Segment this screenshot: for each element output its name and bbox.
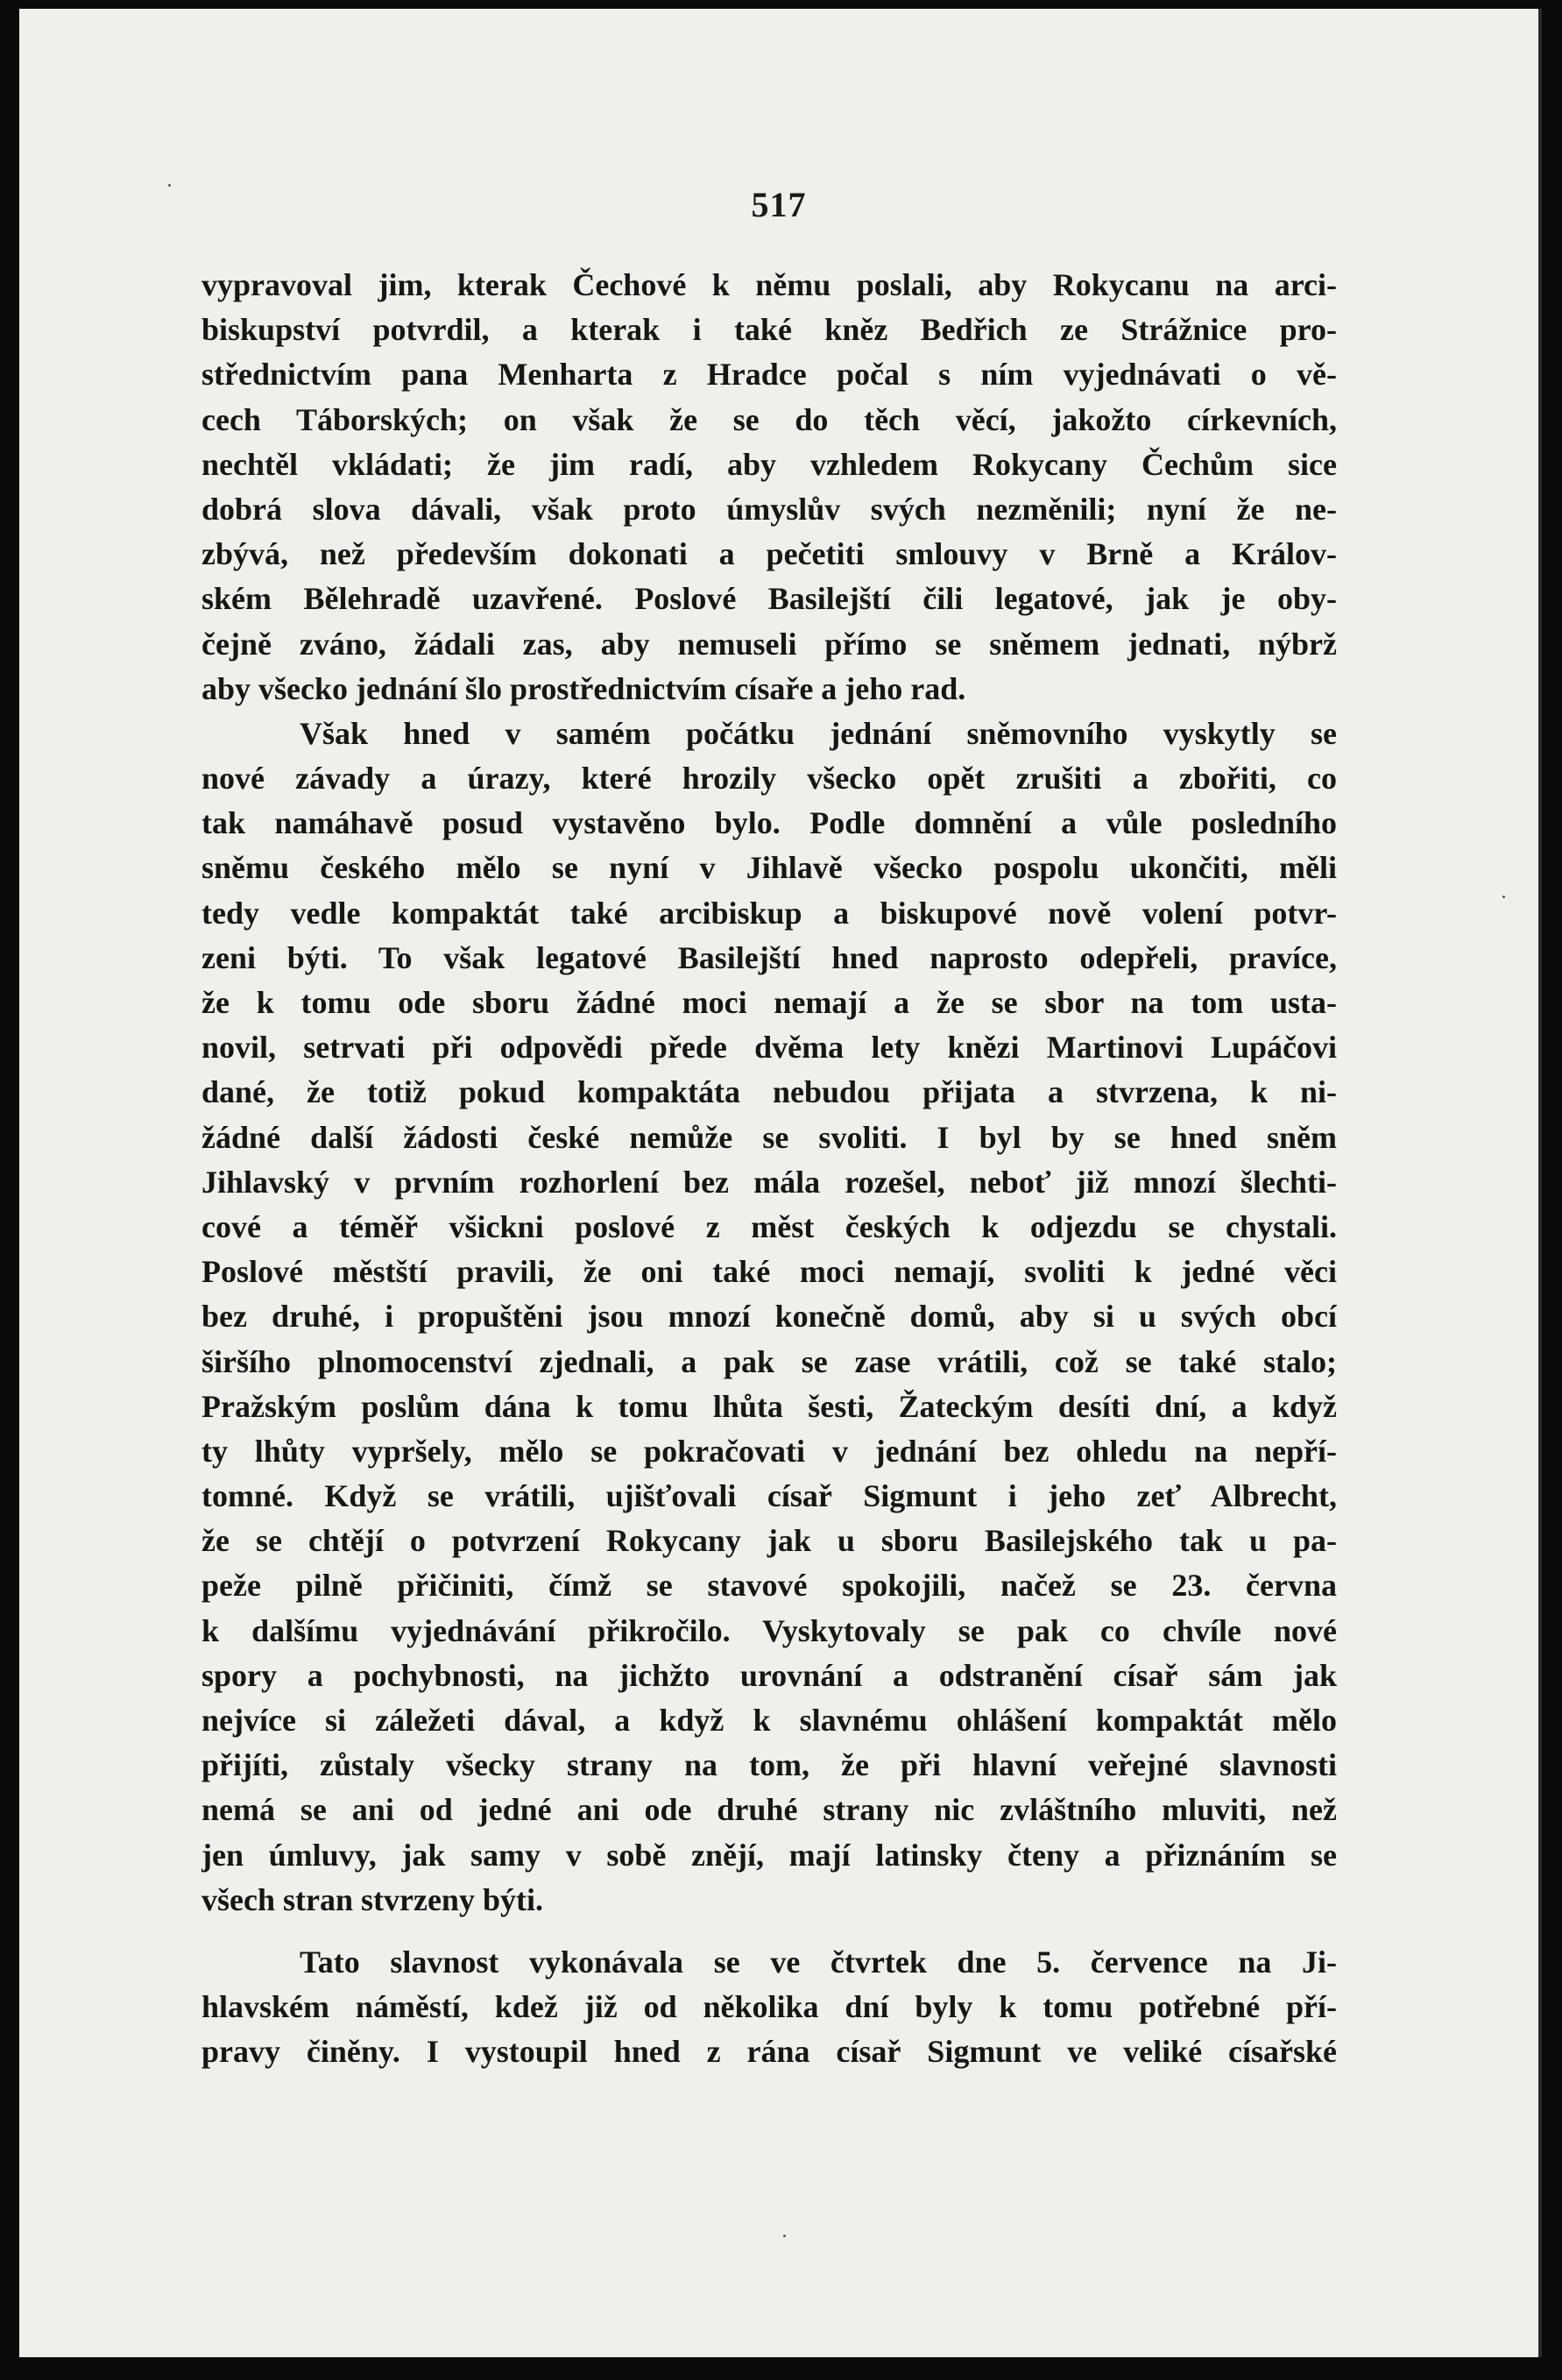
body-text bbox=[201, 263, 1337, 2075]
text-line: širšího plnomocenství zjednali, a pak se zase vrátili, což se také stalo; bbox=[201, 1343, 1337, 1379]
text-line: pravy činěny. I vystoupil hned z rána císař Sigmunt ve veliké císařské bbox=[201, 2034, 1337, 2070]
text-line: spory a pochybnosti, na jichžto urovnání a odstranění císař sám jak bbox=[201, 1657, 1337, 1693]
text-line: žádné další žádosti české nemůže se svoliti. I byl by se hned sněm bbox=[201, 1119, 1337, 1155]
text-line: Jihlavský v prvním rozhorlení bez mála rozešel, neboť již mnozí šlechti- bbox=[201, 1164, 1337, 1200]
text-line: nové závady a úrazy, které hrozily všecko opět zrušiti a zbořiti, co bbox=[201, 761, 1337, 797]
dust-speck bbox=[783, 2235, 786, 2237]
text-line: vypravoval jim, kterak Čechové k němu poslali, aby Rokycanu na arci- bbox=[201, 267, 1337, 302]
book-page bbox=[19, 9, 1542, 2357]
text-line: nechtěl vkládati; že jim radí, aby vzhledem Rokycany Čechům sice bbox=[201, 446, 1337, 482]
text-line: Tato slavnost vykonávala se ve čtvrtek dne 5. července na Ji- bbox=[300, 1944, 1337, 1980]
text-line: zeni býti. To však legatové Basilejští hned naprosto odepřeli, pravíce, bbox=[201, 939, 1337, 975]
paragraph-spacer bbox=[201, 1923, 1337, 1940]
text-line: bez druhé, i propuštěni jsou mnozí konečně domů, aby si u svých obcí bbox=[201, 1299, 1337, 1335]
text-line: střednictvím pana Menharta z Hradce počal s ním vyjednávati o vě- bbox=[201, 357, 1337, 393]
text-line: nemá se ani od jedné ani ode druhé strany nic zvláštního mluviti, než bbox=[201, 1792, 1337, 1828]
text-line: ty lhůty vypršely, mělo se pokračovati v jednání bez ohledu na nepří- bbox=[201, 1433, 1337, 1469]
paragraph-3 bbox=[201, 1940, 1337, 2075]
text-line: peže pilně přičiniti, čímž se stavové spokojili, načež se 23. června bbox=[201, 1568, 1337, 1604]
text-line: že k tomu ode sboru žádné moci nemají a že se sbor na tom usta- bbox=[201, 985, 1337, 1020]
text-line: sněmu českého mělo se nyní v Jihlavě všecko pospolu ukončiti, měli bbox=[201, 850, 1337, 886]
text-line: tak namáhavě posud vystavěno bylo. Podle domnění a vůle posledního bbox=[201, 805, 1337, 841]
text-line: jen úmluvy, jak samy v sobě znějí, mají latinsky čteny a přiznáním se bbox=[201, 1837, 1337, 1873]
text-line: Poslové městští pravili, že oni také moci nemají, svoliti k jedné věci bbox=[201, 1254, 1337, 1290]
text-line: Však hned v samém počátku jednání sněmovního vyskytly se bbox=[300, 715, 1337, 751]
text-line: zbývá, než především dokonati a pečetiti smlouvy v Brně a Králov- bbox=[201, 536, 1337, 572]
text-line: novil, setrvati při odpovědi přede dvěma lety knězi Martinovi Lupáčovi bbox=[201, 1030, 1337, 1066]
text-line: dané, že totiž pokud kompaktáta nebudou přijata a stvrzena, k ni- bbox=[201, 1074, 1337, 1110]
text-line: čejně zváno, žádali zas, aby nemuseli přímo se sněmem jednati, nýbrž bbox=[201, 626, 1337, 662]
paragraph-2 bbox=[201, 712, 1337, 1923]
text-line: tomné. Když se vrátili, ujišťovali císař Sigmunt i jeho zeť Albrecht, bbox=[201, 1478, 1337, 1514]
text-line: všech stran stvrzeny býti. bbox=[201, 1881, 543, 1917]
text-line: tedy vedle kompaktát také arcibiskup a biskupové nově volení potvr- bbox=[201, 895, 1337, 931]
dust-speck bbox=[1502, 896, 1505, 898]
text-line: Pražským poslům dána k tomu lhůta šesti, Žateckým desíti dní, a když bbox=[201, 1388, 1337, 1424]
text-line: že se chtějí o potvrzení Rokycany jak u sboru Basilejského tak u pa- bbox=[201, 1523, 1337, 1559]
dust-speck bbox=[168, 184, 171, 187]
paragraph-1 bbox=[201, 263, 1337, 712]
text-line: aby všecko jednání šlo prostřednictvím císaře a jeho rad. bbox=[201, 670, 966, 706]
text-line: biskupství potvrdil, a kterak i také kněz Bedřich ze Strážnice pro- bbox=[201, 312, 1337, 348]
text-line: cové a téměř všickni poslové z měst českých k odjezdu se chystali. bbox=[201, 1208, 1337, 1244]
text-line: ském Bělehradě uzavřené. Poslové Basilejští čili legatové, jak je oby- bbox=[201, 581, 1337, 617]
text-line: dobrá slova dávali, však proto úmyslův svých nezměnili; nyní že ne- bbox=[201, 491, 1337, 527]
text-line: nejvíce si záležeti dával, a když k slavnému ohlášení kompaktát mělo bbox=[201, 1703, 1337, 1738]
text-line: hlavském náměstí, kdež již od několika dní byly k tomu potřebné pří- bbox=[201, 1989, 1337, 2025]
page-number: 517 bbox=[751, 185, 807, 224]
text-line: cech Táborských; on však že se do těch věcí, jakožto církevních, bbox=[201, 401, 1337, 437]
text-line: přijíti, zůstaly všecky strany na tom, že při hlavní veřejné slavnosti bbox=[201, 1747, 1337, 1783]
text-line: k dalšímu vyjednávání přikročilo. Vyskytovaly se pak co chvíle nové bbox=[201, 1612, 1337, 1648]
